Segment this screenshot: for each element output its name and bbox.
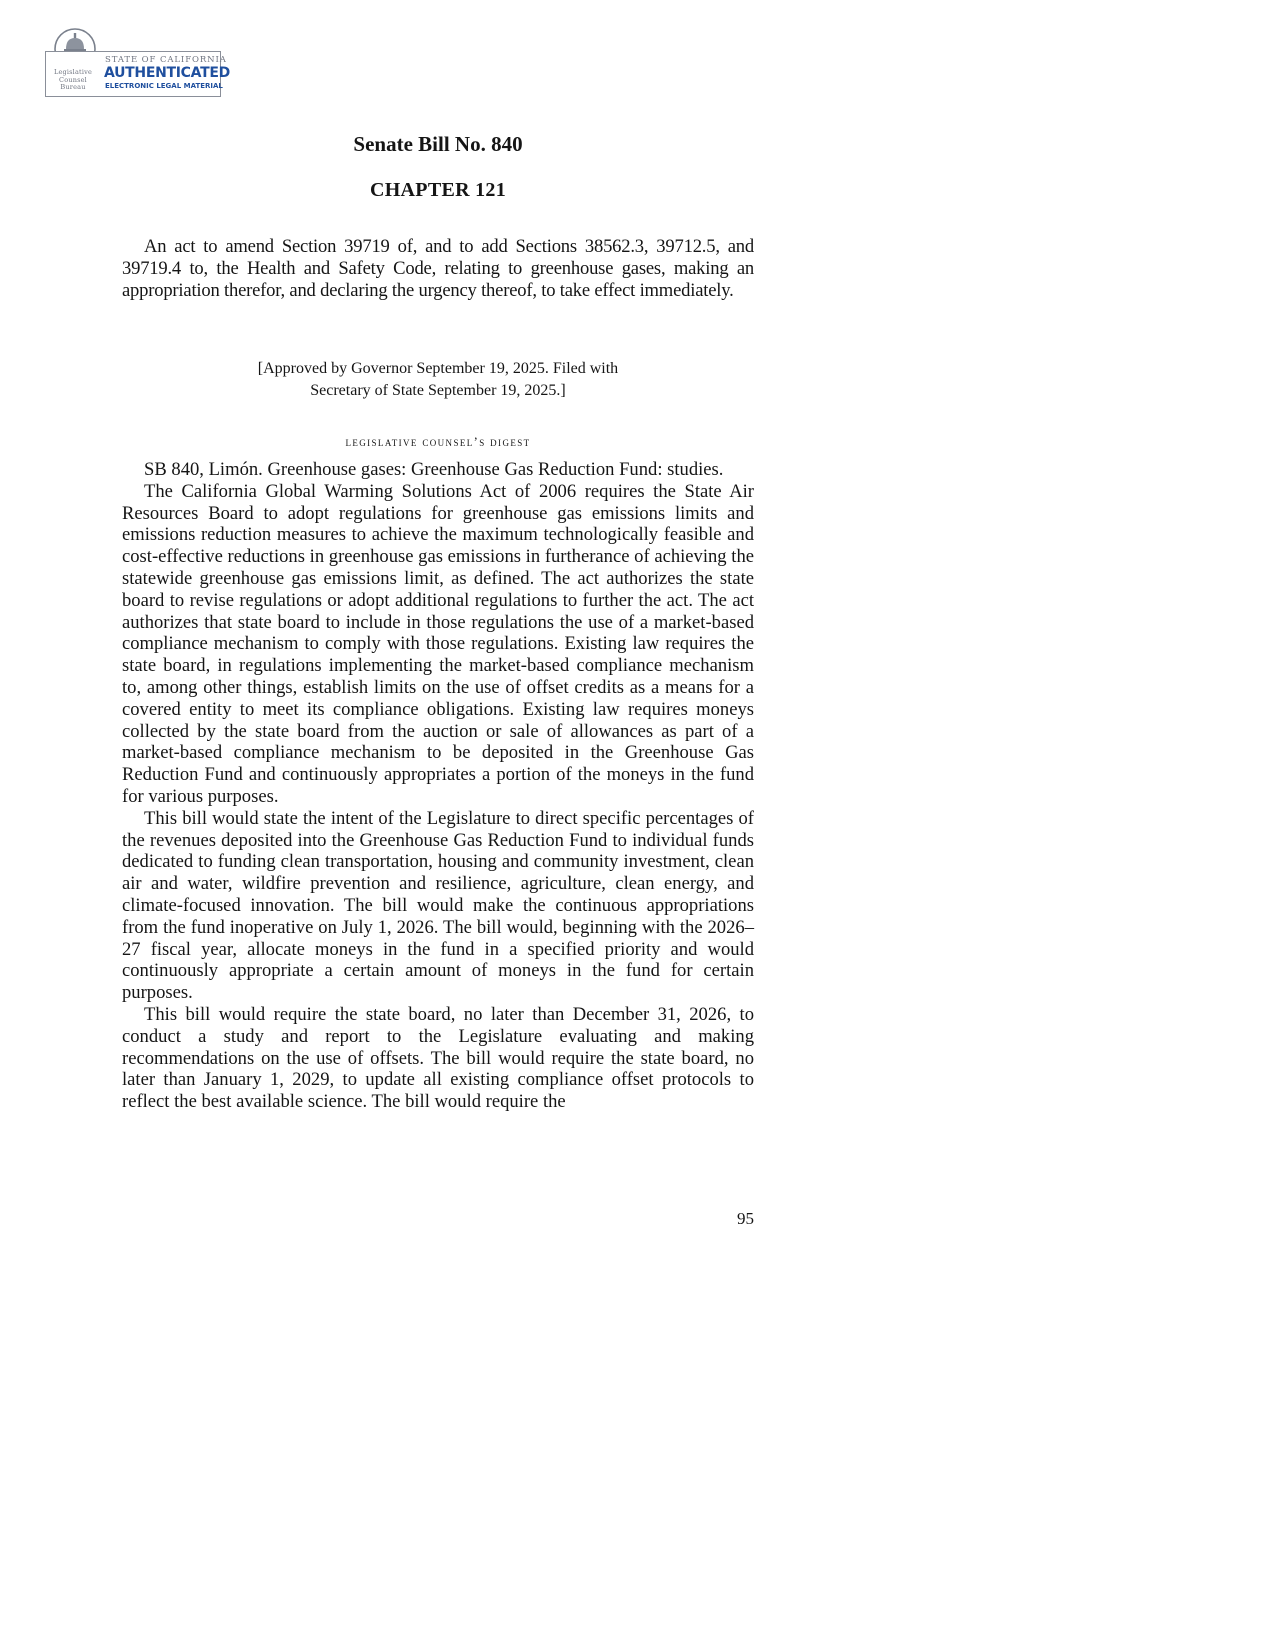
bill-title: Senate Bill No. 840 <box>353 132 523 156</box>
digest-body <box>122 459 754 1113</box>
approval-note <box>122 358 754 402</box>
approval-line-1: [Approved by Governor September 19, 2025. Filed with <box>257 360 619 377</box>
digest-paragraph: This bill would state the intent of the Legislature to direct specific percentages of the revenues deposited into the Greenhouse Gas Reduction Fund to individual funds dedicated to funding clean transportation, housing and community investment, clean air and water, wildfire prevention and resilience, agriculture, clean energy, and climate-focused innovation. The bill would make the continuous appropriations from the fund inoperative on July 1, 2026. The bill would, beginning with the 2026–27 fiscal year, allocate moneys in the fund in a specified priority and would continuously appropriate a certain amount of moneys in the fund for certain purposes. <box>122 807 754 1004</box>
digest-paragraph: This bill would require the state board, no later than December 31, 2026, to conduct a study and report to the Legislature evaluating and making recommendations on the use of offsets. The bill would require the state board, no later than January 1, 2029, to update all existing compliance offset protocols to reflect the best available science. The bill would require the <box>122 1003 754 1113</box>
act-description: An act to amend Section 39719 of, and to add Sections 38562.3, 39712.5, and 39719.4 to, the Health and Safety Code, relating to greenhouse gases, making an appropriation therefor, and declaring the urgency thereof, to take effect immediately. <box>122 236 754 301</box>
seal-electronic-text: ELECTRONIC LEGAL MATERIAL <box>105 82 223 90</box>
chapter-heading: CHAPTER 121 <box>369 179 507 201</box>
digest-paragraph: SB 840, Limón. Greenhouse gases: Greenhouse Gas Reduction Fund: studies. <box>144 459 724 480</box>
seal-authenticated-text: AUTHENTICATED <box>104 65 230 81</box>
digest-heading: legislative counsel’s digest <box>345 435 531 449</box>
page-number: 95 <box>737 1209 754 1228</box>
seal-state-text: STATE OF CALIFORNIA <box>105 55 227 65</box>
digest-paragraph: The California Global Warming Solutions Act of 2006 requires the State Air Resources Board to adopt regulations for greenhouse gas emissions limits and emissions reduction measures to achieve the maximum technologically feasible and cost-effective reductions in greenhouse gas emissions in furtherance of achieving the statewide greenhouse gas emissions limit, as defined. The act authorizes the state board to revise regulations or adopt additional regulations to further the act. The act authorizes that state board to include in those regulations the use of a market-based compliance mechanism to comply with those regulations. Existing law requires the state board, in regulations implementing the market-based compliance mechanism to, among other things, establish limits on the use of offset credits as a means for a covered entity to meet its compliance obligations. Existing law requires moneys collected by the state board from the auction or sale of allowances as part of a market-based compliance mechanism to be deposited in the Greenhouse Gas Reduction Fund and continuously appropriates a portion of the moneys in the fund for various purposes. <box>122 480 754 807</box>
authentication-seal <box>45 27 230 99</box>
seal-bureau-text: Legislative Counsel Bureau <box>53 68 93 91</box>
approval-line-2: Secretary of State September 19, 2025.] <box>310 382 566 399</box>
